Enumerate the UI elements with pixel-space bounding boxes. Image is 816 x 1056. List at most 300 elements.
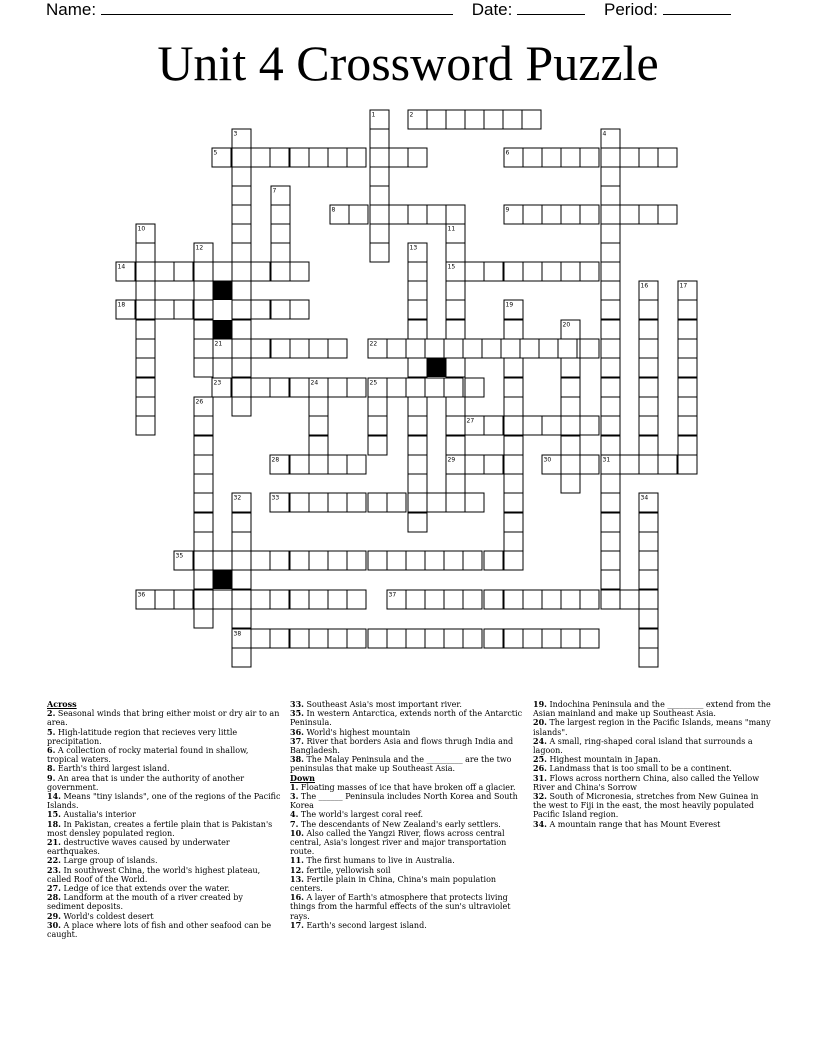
crossword-cell[interactable] <box>270 629 289 648</box>
crossword-cell[interactable] <box>639 320 658 339</box>
crossword-cell[interactable] <box>639 551 658 570</box>
crossword-cell[interactable] <box>387 551 406 570</box>
crossword-cell[interactable] <box>425 629 444 648</box>
crossword-cell[interactable] <box>389 205 408 224</box>
crossword-cell[interactable] <box>328 493 347 512</box>
crossword-cell[interactable] <box>232 590 251 609</box>
crossword-cell[interactable] <box>408 416 427 435</box>
crossword-cell[interactable] <box>251 551 270 570</box>
crossword-cell[interactable] <box>136 358 155 377</box>
crossword-cell[interactable] <box>620 455 639 474</box>
crossword-cell[interactable] <box>678 455 697 474</box>
crossword-cell[interactable] <box>347 551 366 570</box>
crossword-cell[interactable] <box>232 167 251 186</box>
crossword-cell[interactable] <box>328 378 347 397</box>
crossword-cell[interactable] <box>309 455 328 474</box>
crossword-cell[interactable] <box>194 358 213 377</box>
crossword-cell[interactable] <box>290 378 309 397</box>
crossword-cell[interactable] <box>328 590 347 609</box>
crossword-cell[interactable] <box>270 378 289 397</box>
crossword-cell[interactable] <box>213 551 232 570</box>
crossword-cell[interactable] <box>465 110 484 129</box>
crossword-cell[interactable] <box>368 493 387 512</box>
crossword-cell[interactable] <box>523 629 542 648</box>
crossword-cell[interactable] <box>465 378 484 397</box>
crossword-cell[interactable] <box>678 397 697 416</box>
crossword-cell[interactable] <box>408 358 427 377</box>
crossword-cell[interactable] <box>347 493 366 512</box>
crossword-cell[interactable] <box>658 148 677 167</box>
crossword-cell[interactable] <box>136 300 155 319</box>
crossword-cell[interactable] <box>639 648 658 667</box>
crossword-cell[interactable] <box>194 493 213 512</box>
crossword-cell[interactable] <box>484 629 503 648</box>
crossword-cell[interactable] <box>347 629 366 648</box>
crossword-cell[interactable] <box>213 262 232 281</box>
crossword-cell[interactable] <box>504 320 523 339</box>
crossword-cell[interactable] <box>444 629 463 648</box>
crossword-cell[interactable] <box>639 455 658 474</box>
crossword-cell[interactable] <box>309 339 328 358</box>
crossword-cell[interactable] <box>601 358 620 377</box>
crossword-cell[interactable] <box>290 262 309 281</box>
crossword-cell[interactable] <box>347 455 366 474</box>
crossword-cell[interactable] <box>601 513 620 532</box>
crossword-cell[interactable] <box>504 455 523 474</box>
crossword-cell[interactable] <box>408 148 427 167</box>
crossword-cell[interactable] <box>251 590 270 609</box>
crossword-cell[interactable] <box>387 339 406 358</box>
crossword-cell[interactable] <box>194 570 213 589</box>
crossword-cell[interactable] <box>425 378 444 397</box>
crossword-cell[interactable] <box>309 397 328 416</box>
crossword-cell[interactable] <box>290 629 309 648</box>
crossword-cell[interactable] <box>425 590 444 609</box>
crossword-cell[interactable] <box>427 205 446 224</box>
crossword-cell[interactable] <box>504 358 523 377</box>
crossword-cell[interactable] <box>155 262 174 281</box>
crossword-cell[interactable] <box>601 570 620 589</box>
crossword-cell[interactable] <box>446 493 465 512</box>
crossword-cell[interactable] <box>561 205 580 224</box>
crossword-cell[interactable] <box>601 205 620 224</box>
crossword-cell[interactable] <box>194 281 213 300</box>
crossword-cell[interactable] <box>523 205 542 224</box>
crossword-cell[interactable] <box>446 300 465 319</box>
crossword-cell[interactable] <box>446 320 465 339</box>
crossword-cell[interactable] <box>232 148 251 167</box>
crossword-cell[interactable] <box>539 339 558 358</box>
crossword-cell[interactable] <box>387 493 406 512</box>
crossword-cell[interactable] <box>639 513 658 532</box>
crossword-cell[interactable] <box>444 378 463 397</box>
crossword-cell[interactable] <box>444 551 463 570</box>
crossword-cell[interactable] <box>446 205 465 224</box>
crossword-cell[interactable] <box>523 262 542 281</box>
crossword-cell[interactable] <box>484 551 503 570</box>
crossword-cell[interactable] <box>232 513 251 532</box>
crossword-cell[interactable] <box>561 436 580 455</box>
crossword-cell[interactable] <box>174 262 193 281</box>
crossword-cell[interactable] <box>270 148 289 167</box>
crossword-cell[interactable] <box>484 262 503 281</box>
crossword-cell[interactable] <box>194 320 213 339</box>
crossword-cell[interactable] <box>601 281 620 300</box>
crossword-cell[interactable] <box>370 129 389 148</box>
crossword-cell[interactable] <box>601 186 620 205</box>
crossword-cell[interactable] <box>232 300 251 319</box>
crossword-cell[interactable] <box>406 629 425 648</box>
crossword-cell[interactable] <box>580 205 599 224</box>
crossword-cell[interactable] <box>482 339 501 358</box>
crossword-cell[interactable] <box>194 609 213 628</box>
crossword-cell[interactable] <box>561 397 580 416</box>
crossword-cell[interactable] <box>309 590 328 609</box>
crossword-cell[interactable] <box>232 570 251 589</box>
crossword-cell[interactable] <box>408 320 427 339</box>
crossword-cell[interactable] <box>232 281 251 300</box>
crossword-cell[interactable] <box>446 416 465 435</box>
crossword-cell[interactable] <box>504 416 523 435</box>
crossword-cell[interactable] <box>408 493 427 512</box>
crossword-cell[interactable] <box>601 474 620 493</box>
crossword-cell[interactable] <box>309 416 328 435</box>
crossword-cell[interactable] <box>408 436 427 455</box>
crossword-cell[interactable] <box>601 148 620 167</box>
crossword-cell[interactable] <box>446 358 465 377</box>
crossword-cell[interactable] <box>446 281 465 300</box>
crossword-cell[interactable] <box>328 551 347 570</box>
crossword-cell[interactable] <box>194 339 213 358</box>
crossword-cell[interactable] <box>136 397 155 416</box>
crossword-cell[interactable] <box>232 186 251 205</box>
crossword-cell[interactable] <box>406 590 425 609</box>
crossword-cell[interactable] <box>601 320 620 339</box>
crossword-cell[interactable] <box>232 551 251 570</box>
crossword-cell[interactable] <box>368 551 387 570</box>
crossword-cell[interactable] <box>408 397 427 416</box>
crossword-cell[interactable] <box>658 205 677 224</box>
crossword-cell[interactable] <box>639 148 658 167</box>
crossword-cell[interactable] <box>465 493 484 512</box>
crossword-cell[interactable] <box>561 474 580 493</box>
crossword-cell[interactable] <box>290 339 309 358</box>
crossword-cell[interactable] <box>601 339 620 358</box>
crossword-cell[interactable] <box>639 339 658 358</box>
crossword-cell[interactable] <box>504 436 523 455</box>
crossword-cell[interactable] <box>678 339 697 358</box>
crossword-cell[interactable] <box>504 262 523 281</box>
crossword-cell[interactable] <box>580 629 599 648</box>
crossword-cell[interactable] <box>561 358 580 377</box>
crossword-cell[interactable] <box>639 436 658 455</box>
crossword-cell[interactable] <box>309 629 328 648</box>
crossword-cell[interactable] <box>271 300 290 319</box>
crossword-cell[interactable] <box>290 493 309 512</box>
crossword-cell[interactable] <box>328 629 347 648</box>
crossword-cell[interactable] <box>658 455 677 474</box>
crossword-cell[interactable] <box>542 590 561 609</box>
crossword-cell[interactable] <box>232 609 251 628</box>
crossword-cell[interactable] <box>251 262 270 281</box>
crossword-cell[interactable] <box>270 551 289 570</box>
crossword-cell[interactable] <box>601 590 620 609</box>
crossword-cell[interactable] <box>232 358 251 377</box>
crossword-cell[interactable] <box>136 262 155 281</box>
crossword-cell[interactable] <box>155 590 174 609</box>
crossword-cell[interactable] <box>601 300 620 319</box>
crossword-cell[interactable] <box>504 590 523 609</box>
crossword-cell[interactable] <box>601 224 620 243</box>
crossword-cell[interactable] <box>484 110 503 129</box>
crossword-cell[interactable] <box>639 629 658 648</box>
crossword-cell[interactable] <box>504 629 523 648</box>
crossword-cell[interactable] <box>232 224 251 243</box>
crossword-cell[interactable] <box>408 455 427 474</box>
crossword-cell[interactable] <box>408 205 427 224</box>
crossword-cell[interactable] <box>601 378 620 397</box>
crossword-cell[interactable] <box>136 320 155 339</box>
crossword-cell[interactable] <box>523 590 542 609</box>
crossword-cell[interactable] <box>194 455 213 474</box>
crossword-cell[interactable] <box>504 378 523 397</box>
crossword-cell[interactable] <box>678 320 697 339</box>
crossword-cell[interactable] <box>580 262 599 281</box>
crossword-cell[interactable] <box>408 262 427 281</box>
crossword-cell[interactable] <box>309 148 328 167</box>
crossword-cell[interactable] <box>368 397 387 416</box>
crossword-cell[interactable] <box>271 339 290 358</box>
crossword-cell[interactable] <box>580 590 599 609</box>
crossword-cell[interactable] <box>387 378 406 397</box>
crossword-cell[interactable] <box>463 551 482 570</box>
crossword-cell[interactable] <box>270 590 289 609</box>
crossword-cell[interactable] <box>370 224 389 243</box>
crossword-cell[interactable] <box>639 358 658 377</box>
crossword-cell[interactable] <box>425 551 444 570</box>
crossword-cell[interactable] <box>561 590 580 609</box>
crossword-cell[interactable] <box>678 436 697 455</box>
crossword-cell[interactable] <box>639 609 658 628</box>
crossword-cell[interactable] <box>370 243 389 262</box>
crossword-cell[interactable] <box>290 455 309 474</box>
crossword-cell[interactable] <box>542 629 561 648</box>
crossword-cell[interactable] <box>542 262 561 281</box>
crossword-cell[interactable] <box>136 243 155 262</box>
crossword-cell[interactable] <box>446 243 465 262</box>
crossword-cell[interactable] <box>309 551 328 570</box>
crossword-cell[interactable] <box>558 339 577 358</box>
crossword-cell[interactable] <box>678 378 697 397</box>
crossword-cell[interactable] <box>504 397 523 416</box>
crossword-cell[interactable] <box>136 416 155 435</box>
crossword-cell[interactable] <box>232 378 251 397</box>
crossword-cell[interactable] <box>580 455 599 474</box>
crossword-cell[interactable] <box>347 378 366 397</box>
crossword-cell[interactable] <box>347 590 366 609</box>
crossword-cell[interactable] <box>328 339 347 358</box>
crossword-cell[interactable] <box>427 493 446 512</box>
crossword-cell[interactable] <box>639 300 658 319</box>
crossword-cell[interactable] <box>542 148 561 167</box>
crossword-cell[interactable] <box>251 300 270 319</box>
crossword-cell[interactable] <box>174 300 193 319</box>
crossword-cell[interactable] <box>523 416 542 435</box>
crossword-cell[interactable] <box>561 455 580 474</box>
crossword-cell[interactable] <box>155 300 174 319</box>
crossword-cell[interactable] <box>504 493 523 512</box>
crossword-cell[interactable] <box>639 378 658 397</box>
crossword-cell[interactable] <box>678 416 697 435</box>
crossword-cell[interactable] <box>387 629 406 648</box>
crossword-cell[interactable] <box>251 629 270 648</box>
crossword-cell[interactable] <box>251 378 270 397</box>
crossword-cell[interactable] <box>232 320 251 339</box>
crossword-cell[interactable] <box>406 551 425 570</box>
crossword-cell[interactable] <box>194 513 213 532</box>
crossword-cell[interactable] <box>601 397 620 416</box>
crossword-cell[interactable] <box>232 648 251 667</box>
crossword-cell[interactable] <box>232 397 251 416</box>
crossword-cell[interactable] <box>601 532 620 551</box>
crossword-cell[interactable] <box>271 224 290 243</box>
crossword-cell[interactable] <box>678 358 697 377</box>
crossword-cell[interactable] <box>580 148 599 167</box>
crossword-cell[interactable] <box>368 629 387 648</box>
crossword-cell[interactable] <box>328 455 347 474</box>
crossword-cell[interactable] <box>251 148 270 167</box>
crossword-cell[interactable] <box>136 378 155 397</box>
crossword-cell[interactable] <box>463 629 482 648</box>
crossword-cell[interactable] <box>620 148 639 167</box>
crossword-cell[interactable] <box>639 397 658 416</box>
crossword-cell[interactable] <box>349 205 368 224</box>
crossword-cell[interactable] <box>639 416 658 435</box>
crossword-cell[interactable] <box>522 110 541 129</box>
crossword-cell[interactable] <box>503 110 522 129</box>
crossword-cell[interactable] <box>271 205 290 224</box>
crossword-cell[interactable] <box>484 455 503 474</box>
crossword-cell[interactable] <box>501 339 520 358</box>
crossword-cell[interactable] <box>328 148 347 167</box>
crossword-cell[interactable] <box>368 436 387 455</box>
crossword-cell[interactable] <box>425 339 444 358</box>
crossword-cell[interactable] <box>446 474 465 493</box>
crossword-cell[interactable] <box>601 416 620 435</box>
crossword-cell[interactable] <box>601 167 620 186</box>
crossword-cell[interactable] <box>194 436 213 455</box>
crossword-cell[interactable] <box>232 205 251 224</box>
crossword-cell[interactable] <box>639 590 658 609</box>
crossword-cell[interactable] <box>174 590 193 609</box>
crossword-cell[interactable] <box>463 590 482 609</box>
crossword-cell[interactable] <box>601 243 620 262</box>
crossword-cell[interactable] <box>446 436 465 455</box>
crossword-cell[interactable] <box>465 262 484 281</box>
crossword-cell[interactable] <box>232 262 251 281</box>
crossword-cell[interactable] <box>406 378 425 397</box>
crossword-cell[interactable] <box>232 532 251 551</box>
crossword-cell[interactable] <box>271 262 290 281</box>
crossword-cell[interactable] <box>290 148 309 167</box>
crossword-cell[interactable] <box>194 262 213 281</box>
crossword-cell[interactable] <box>678 300 697 319</box>
crossword-cell[interactable] <box>309 493 328 512</box>
crossword-cell[interactable] <box>194 551 213 570</box>
crossword-cell[interactable] <box>561 148 580 167</box>
crossword-cell[interactable] <box>309 436 328 455</box>
crossword-cell[interactable] <box>408 474 427 493</box>
crossword-cell[interactable] <box>232 339 251 358</box>
crossword-cell[interactable] <box>601 262 620 281</box>
crossword-cell[interactable] <box>580 339 599 358</box>
crossword-cell[interactable] <box>136 339 155 358</box>
crossword-cell[interactable] <box>194 300 213 319</box>
crossword-cell[interactable] <box>194 416 213 435</box>
crossword-cell[interactable] <box>347 148 366 167</box>
crossword-cell[interactable] <box>389 148 408 167</box>
crossword-cell[interactable] <box>465 455 484 474</box>
crossword-cell[interactable] <box>639 205 658 224</box>
crossword-cell[interactable] <box>504 474 523 493</box>
crossword-cell[interactable] <box>444 590 463 609</box>
crossword-cell[interactable] <box>504 513 523 532</box>
crossword-cell[interactable] <box>368 416 387 435</box>
crossword-cell[interactable] <box>370 186 389 205</box>
crossword-cell[interactable] <box>136 281 155 300</box>
crossword-cell[interactable] <box>370 167 389 186</box>
crossword-cell[interactable] <box>271 243 290 262</box>
crossword-cell[interactable] <box>639 570 658 589</box>
crossword-cell[interactable] <box>639 532 658 551</box>
crossword-cell[interactable] <box>408 300 427 319</box>
crossword-cell[interactable] <box>290 300 309 319</box>
crossword-cell[interactable] <box>194 474 213 493</box>
crossword-cell[interactable] <box>620 590 639 609</box>
crossword-cell[interactable] <box>561 416 580 435</box>
crossword-cell[interactable] <box>213 590 232 609</box>
crossword-cell[interactable] <box>194 590 213 609</box>
crossword-cell[interactable] <box>446 110 465 129</box>
crossword-cell[interactable] <box>408 513 427 532</box>
crossword-cell[interactable] <box>561 262 580 281</box>
crossword-cell[interactable] <box>620 205 639 224</box>
crossword-cell[interactable] <box>520 339 539 358</box>
crossword-cell[interactable] <box>542 416 561 435</box>
crossword-cell[interactable] <box>542 205 561 224</box>
crossword-cell[interactable] <box>290 551 309 570</box>
crossword-cell[interactable] <box>290 590 309 609</box>
crossword-cell[interactable] <box>232 243 251 262</box>
crossword-cell[interactable] <box>561 629 580 648</box>
crossword-cell[interactable] <box>408 281 427 300</box>
crossword-cell[interactable] <box>446 397 465 416</box>
crossword-cell[interactable] <box>484 416 503 435</box>
crossword-cell[interactable] <box>444 339 463 358</box>
crossword-cell[interactable] <box>504 532 523 551</box>
crossword-cell[interactable] <box>601 493 620 512</box>
crossword-cell[interactable] <box>463 339 482 358</box>
crossword-cell[interactable] <box>601 551 620 570</box>
crossword-cell[interactable] <box>523 148 542 167</box>
crossword-cell[interactable] <box>194 532 213 551</box>
crossword-cell[interactable] <box>427 110 446 129</box>
crossword-cell[interactable] <box>580 416 599 435</box>
crossword-cell[interactable] <box>370 148 389 167</box>
crossword-cell[interactable] <box>370 205 389 224</box>
crossword-cell[interactable] <box>251 339 270 358</box>
crossword-cell[interactable] <box>561 378 580 397</box>
